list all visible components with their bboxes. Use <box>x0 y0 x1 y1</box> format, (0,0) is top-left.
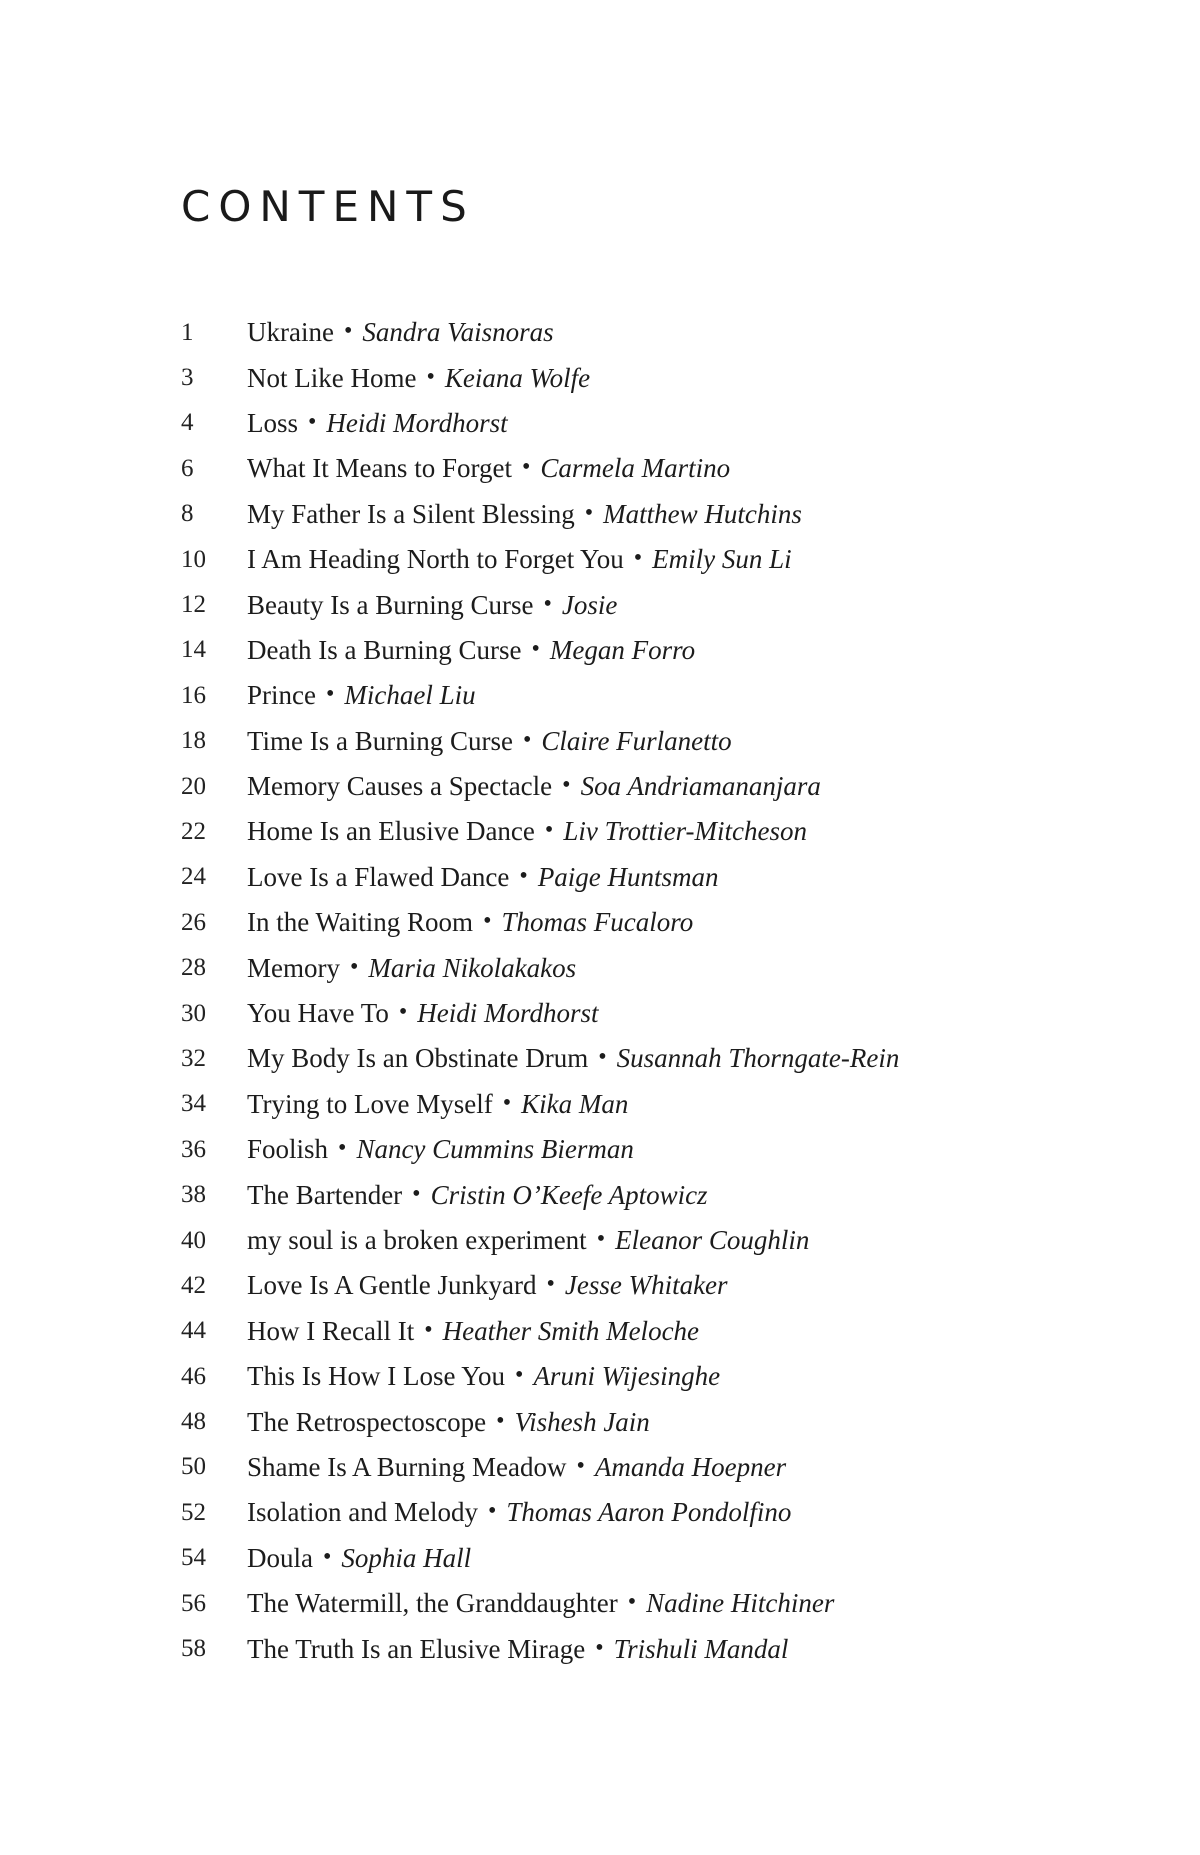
toc-entry-title: The Retrospectoscope <box>247 1406 487 1437</box>
toc-entry-title: Home Is an Elusive Dance <box>247 816 535 847</box>
toc-entry-title: What It Means to Forget <box>247 453 512 484</box>
toc-entry-title: The Truth Is an Elusive Mirage <box>247 1633 586 1664</box>
toc-entry-author: Nancy Cummins Bierman <box>356 1134 634 1165</box>
bullet-separator: • <box>596 1226 606 1252</box>
toc-page-number: 10 <box>181 545 206 573</box>
toc-entry <box>0 673 1200 718</box>
toc-page-number: 3 <box>181 364 194 392</box>
toc-entry <box>0 582 1200 627</box>
toc-entry <box>0 991 1200 1036</box>
toc-entry-author: Aruni Wijesinghe <box>533 1361 721 1392</box>
toc-entry <box>0 1263 1200 1308</box>
bullet-separator: • <box>544 817 554 844</box>
bullet-separator: • <box>412 1180 421 1207</box>
toc-entry-author: Cristin O’Keefe Aptowicz <box>430 1179 708 1210</box>
toc-entry-author: Heidi Mordhorst <box>417 998 599 1029</box>
toc-entry-author: Heather Smith Meloche <box>442 1315 700 1346</box>
toc-entry-author: Keiana Wolfe <box>444 362 591 393</box>
toc-entry-title: I Am Heading North to Forget You <box>247 544 624 575</box>
toc-entry-title: Love Is a Flawed Dance <box>247 861 510 892</box>
bullet-separator: • <box>523 726 532 753</box>
toc-page-number: 20 <box>181 772 206 800</box>
toc-entry-author: Soa Andriamananjara <box>580 771 821 802</box>
bullet-separator: • <box>531 635 540 662</box>
toc-entry-title: Shame Is A Burning Meadow <box>247 1451 567 1482</box>
toc-page-number: 30 <box>181 999 206 1027</box>
toc-entry <box>0 855 1200 900</box>
toc-page-number: 52 <box>181 1498 206 1526</box>
toc-page-number: 32 <box>181 1044 206 1072</box>
toc-list <box>0 310 1200 1672</box>
bullet-separator: • <box>546 1271 555 1298</box>
bullet-separator: • <box>496 1407 505 1434</box>
toc-page-number: 40 <box>181 1226 206 1254</box>
toc-page-number: 36 <box>181 1135 206 1163</box>
toc-entry-title: my soul is a broken experiment <box>247 1225 587 1255</box>
toc-page-number: 28 <box>181 954 206 982</box>
toc-page-number: 14 <box>181 636 206 664</box>
toc-entry <box>0 719 1200 764</box>
toc-entry <box>0 764 1200 809</box>
toc-page-number: 56 <box>181 1589 206 1617</box>
toc-entry-author: Carmela Martino <box>540 453 731 484</box>
toc-entry-author: Sandra Vaisnoras <box>362 317 554 348</box>
bullet-separator: • <box>322 1543 332 1570</box>
toc-page-number: 26 <box>181 908 206 936</box>
toc-entry-author: Susannah Thorngate-Rein <box>616 1043 900 1074</box>
bullet-separator: • <box>483 908 492 935</box>
bullet-separator: • <box>576 1452 585 1479</box>
toc-entry-title: Not Like Home <box>247 362 417 393</box>
toc-entry <box>0 1490 1200 1535</box>
toc-entry-title: Time Is a Burning Curse <box>247 725 514 756</box>
toc-entry-author: Kika Man <box>521 1088 629 1119</box>
toc-entry <box>0 1626 1200 1671</box>
toc-page-number: 34 <box>181 1090 206 1118</box>
toc-entry <box>0 1127 1200 1172</box>
bullet-separator: • <box>424 1316 433 1343</box>
bullet-separator: • <box>426 363 435 390</box>
bullet-separator: • <box>515 1362 524 1389</box>
toc-entry <box>0 401 1200 446</box>
bullet-separator: • <box>521 454 531 481</box>
bullet-separator: • <box>627 1589 637 1616</box>
toc-entry-author: Jesse Whitaker <box>564 1270 728 1301</box>
toc-entry-author: Eleanor Coughlin <box>615 1225 810 1255</box>
toc-entry-title: My Body Is an Obstinate Drum <box>247 1043 589 1074</box>
toc-entry <box>0 628 1200 673</box>
toc-entry-title: Love Is A Gentle Junkyard <box>247 1270 537 1301</box>
toc-entry-title: This Is How I Lose You <box>247 1361 506 1392</box>
toc-page-number: 16 <box>181 681 206 709</box>
bullet-separator: • <box>325 681 335 708</box>
toc-entry-title: Beauty Is a Burning Curse <box>247 589 534 620</box>
toc-entry-author: Claire Furlanetto <box>541 725 732 756</box>
toc-entry-title: In the Waiting Room <box>247 907 474 938</box>
toc-page-number: 12 <box>181 591 206 619</box>
toc-entry <box>0 446 1200 491</box>
bullet-separator: • <box>343 318 353 345</box>
toc-entry <box>0 809 1200 854</box>
toc-entry-author: Vishesh Jain <box>514 1406 650 1437</box>
toc-entry-title: How I Recall It <box>247 1315 415 1346</box>
toc-entry-author: Thomas Fucaloro <box>501 907 694 938</box>
toc-entry <box>0 1036 1200 1081</box>
bullet-separator: • <box>502 1089 512 1116</box>
toc-entry <box>0 537 1200 582</box>
toc-entry <box>0 1218 1200 1263</box>
toc-page-number: 58 <box>181 1635 206 1663</box>
toc-entry <box>0 1082 1200 1127</box>
toc-page-number: 48 <box>181 1408 206 1436</box>
toc-entry <box>0 1536 1200 1581</box>
toc-page-number: 38 <box>181 1181 206 1209</box>
toc-entry <box>0 492 1200 537</box>
toc-entry-title: Memory Causes a Spectacle <box>247 771 553 802</box>
toc-page-number: 42 <box>181 1271 206 1299</box>
toc-entry <box>0 900 1200 945</box>
toc-entry-author: Paige Huntsman <box>537 861 719 892</box>
toc-page-number: 6 <box>181 454 194 482</box>
toc-entry <box>0 355 1200 400</box>
toc-entry-author: Sophia Hall <box>341 1542 472 1573</box>
toc-entry-title: Foolish <box>247 1134 329 1165</box>
bullet-separator: • <box>519 862 528 889</box>
toc-page-number: 4 <box>181 409 194 437</box>
toc-entry <box>0 945 1200 990</box>
toc-entry-title: Doula <box>247 1542 313 1573</box>
bullet-separator: • <box>633 545 643 572</box>
toc-page-number: 50 <box>181 1453 206 1481</box>
toc-entry <box>0 1172 1200 1217</box>
toc-entry-author: Heidi Mordhorst <box>326 407 508 438</box>
toc-entry-title: Isolation and Melody <box>247 1497 478 1528</box>
toc-page-number: 46 <box>181 1362 206 1390</box>
page-title: CONTENTS <box>181 182 475 231</box>
toc-entry-title: Prince <box>247 680 316 711</box>
toc-entry-author: Maria Nikolakakos <box>368 952 577 983</box>
toc-entry-title: The Bartender <box>247 1179 403 1210</box>
toc-entry-title: Loss <box>247 407 299 438</box>
toc-entry-author: Trishuli Mandal <box>613 1633 789 1664</box>
toc-page-number: 24 <box>181 863 206 891</box>
toc-entry-title: Death Is a Burning Curse <box>247 634 522 665</box>
toc-entry-title: My Father Is a Silent Blessing <box>247 498 575 529</box>
toc-entry-author: Michael Liu <box>344 680 476 711</box>
bullet-separator: • <box>543 590 552 617</box>
bullet-separator: • <box>349 953 359 980</box>
toc-entry-title: Memory <box>247 952 340 983</box>
bullet-separator: • <box>562 772 571 799</box>
toc-entry-title: Ukraine <box>247 317 334 348</box>
toc-entry <box>0 1309 1200 1354</box>
toc-entry-title: You Have To <box>247 998 389 1029</box>
toc-page-number: 1 <box>181 318 194 346</box>
toc-entry <box>0 1399 1200 1444</box>
toc-entry-author: Thomas Aaron Pondolfino <box>506 1497 792 1528</box>
toc-entry-title: Trying to Love Myself <box>247 1088 493 1119</box>
toc-entry-author: Liv Trottier-Mitcheson <box>563 816 808 847</box>
toc-page-number: 8 <box>181 500 194 528</box>
toc-entry <box>0 1445 1200 1490</box>
bullet-separator: • <box>584 499 594 526</box>
bullet-separator: • <box>598 1044 607 1071</box>
bullet-separator: • <box>487 1498 497 1525</box>
bullet-separator: • <box>338 1135 347 1162</box>
toc-entry-author: Megan Forro <box>549 634 696 665</box>
toc-page-number: 44 <box>181 1317 206 1345</box>
toc-entry-author: Nadine Hitchiner <box>646 1588 835 1619</box>
bullet-separator: • <box>308 408 317 435</box>
toc-page-number: 18 <box>181 727 206 755</box>
toc-page-number: 54 <box>181 1544 206 1572</box>
toc-entry <box>0 1581 1200 1626</box>
toc-entry-author: Matthew Hutchins <box>603 498 802 529</box>
bullet-separator: • <box>595 1634 604 1661</box>
toc-entry-author: Emily Sun Li <box>652 544 792 575</box>
toc-entry-author: Josie <box>561 589 618 620</box>
toc-entry-author: Amanda Hoepner <box>594 1451 787 1482</box>
bullet-separator: • <box>398 999 408 1026</box>
toc-entry <box>0 310 1200 355</box>
toc-page-number: 22 <box>181 817 206 845</box>
toc-entry <box>0 1354 1200 1399</box>
toc-entry-title: The Watermill, the Granddaughter <box>247 1588 618 1619</box>
